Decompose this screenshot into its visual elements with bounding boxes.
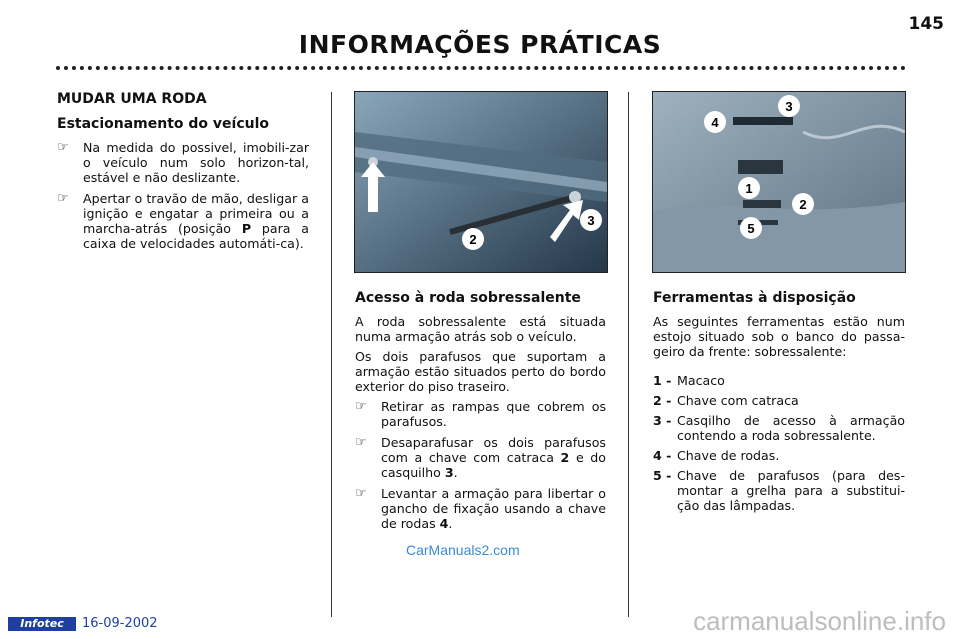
column-tools [653, 291, 905, 518]
pointing-hand-icon: ☞ [355, 435, 367, 450]
infotec-logo: Infotec [8, 617, 76, 631]
list-item [653, 413, 905, 443]
subsection-heading: Estacionamento do veículo [57, 116, 270, 132]
footer-date: 16-09-2002 [82, 616, 158, 631]
list-item [355, 435, 606, 480]
pointing-hand-icon: ☞ [355, 486, 367, 501]
paragraph: As seguintes ferramentas estão num estojo situado sob o banco do passa-geiro da frente: sobressalente: [653, 314, 905, 359]
list-item [653, 448, 905, 463]
paragraph: Os dois parafusos que suportam a armação estão situados perto do bordo exterior do piso traseiro. [355, 349, 606, 394]
list-item [57, 140, 309, 185]
bullet-text: Desaparafusar os dois parafusos com a chave com catraca 2 e do casquilho 3. [381, 435, 606, 480]
callout-label: 3 [785, 99, 793, 114]
pointing-hand-icon: ☞ [57, 191, 69, 206]
column-spare-wheel [355, 291, 606, 537]
callout-label: 2 [799, 197, 807, 212]
subsection-heading: Acesso à roda sobressalente [355, 290, 581, 306]
spare-wheel-illustration [355, 92, 607, 272]
watermark-link[interactable]: CarManuals2.com [406, 542, 520, 558]
item-number: 4 - [653, 448, 672, 463]
bullet-text: Na medida do possivel, imobili-zar o veículo num solo horizon-tal, estável e não deslizante. [83, 140, 309, 185]
section-heading: MUDAR UMA RODA [57, 91, 207, 107]
page-title: INFORMAÇÕES PRÁTICAS [298, 30, 662, 59]
bullet-text: Retirar as rampas que cobrem os parafusos. [381, 399, 606, 429]
pointing-hand-icon: ☞ [355, 399, 367, 414]
column-divider-2 [628, 92, 629, 617]
list-item [653, 468, 905, 513]
page-number: 145 [908, 14, 944, 34]
item-number: 5 - [653, 468, 672, 483]
pointing-hand-icon: ☞ [57, 140, 69, 155]
list-item [57, 191, 309, 251]
subsection-heading: Ferramentas à disposição [653, 290, 856, 306]
bullet-text: Apertar o travão de mão, desligar a ignição e engatar a primeira ou a marcha-atrás (posição P para a caixa de velocidades automáti-ca). [83, 191, 309, 251]
callout-label: 1 [745, 181, 753, 196]
bullet-text: Levantar a armação para libertar o gancho de fixação usando a chave de rodas 4. [381, 486, 606, 531]
callout-label: 4 [711, 115, 719, 130]
spare-wheel-photo [354, 91, 608, 273]
item-text: Chave de rodas. [677, 448, 780, 463]
callout-label: 5 [747, 221, 755, 236]
list-item [653, 393, 905, 408]
callout-label: 2 [469, 232, 477, 247]
footer-site-watermark[interactable]: carmanualsonline.info [693, 606, 946, 636]
item-text: Macaco [677, 373, 725, 388]
callout-label: 3 [587, 213, 595, 228]
item-text: Chave de parafusos (para des-montar a grelha para a substitui-ção das lâmpadas. [677, 468, 905, 513]
tools-photo [652, 91, 906, 273]
list-item [355, 399, 606, 429]
item-text: Casqilho de acesso à armação contendo a roda sobressalente. [677, 413, 905, 443]
paragraph: A roda sobressalente está situada numa armação atrás sob o veículo. [355, 314, 606, 344]
list-item [355, 486, 606, 531]
column-divider-1 [331, 92, 332, 617]
title-divider [56, 66, 906, 70]
tools-illustration [653, 92, 905, 272]
item-number: 1 - [653, 373, 672, 388]
item-number: 3 - [653, 413, 672, 428]
column-change-wheel [57, 92, 309, 257]
item-number: 2 - [653, 393, 672, 408]
item-text: Chave com catraca [677, 393, 799, 408]
list-item [653, 373, 905, 388]
